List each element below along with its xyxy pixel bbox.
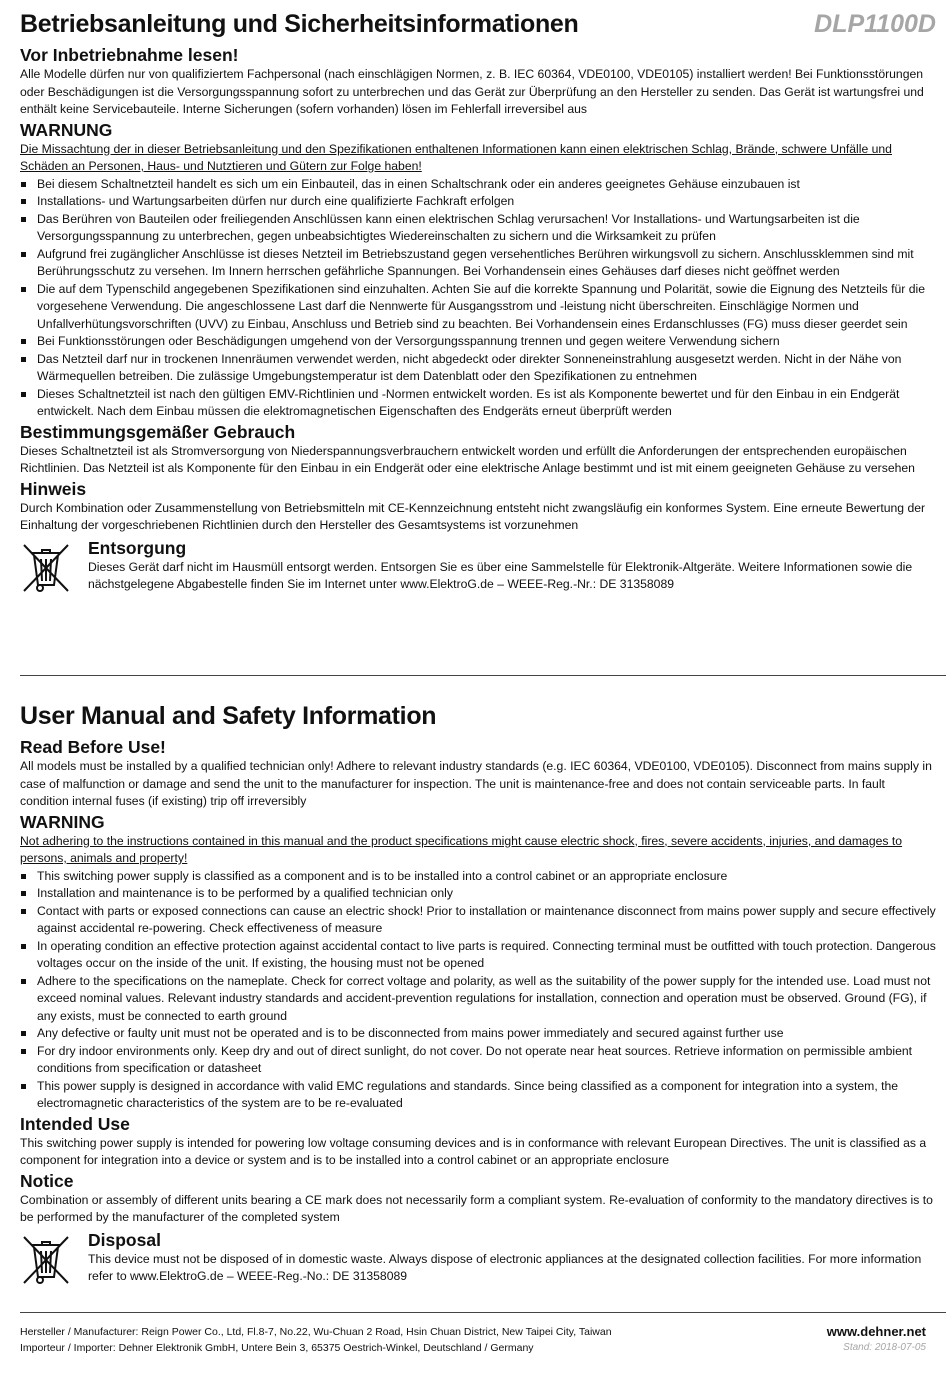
warning-heading-en: WARNING [20, 811, 105, 832]
revision-date: Stand: 2018-07-05 [843, 1342, 926, 1353]
list-item: Dieses Schaltnetzteil ist nach den gültigen EMV-Richtlinien und -Normen entwickelt worden. Es ist als Komponente bewertet und für den Einbau in ein Endgerät entwickelt. Nach dem Einbau müssen die elektromagnetischen Eigenschaften des Endgeräts erneut überprüft werden [20, 386, 936, 421]
manufacturer-line: Hersteller / Manufacturer: Reign Power Co., Ltd, Fl.8-7, No.22, Wu-Chuan 2 Road, Hsin Chuan District, New Taipei City, Taiwan [20, 1326, 612, 1338]
english-section [20, 696, 936, 1287]
website-link[interactable]: www.dehner.net [826, 1324, 926, 1339]
warning-list-de [20, 176, 936, 421]
list-item: In operating condition an effective protection against accidental contact to live parts is required. Connecting terminal must be outfitted with touch protection. Dangerous voltages occur on the inside of the unit. If existing, the housing must not be opened [20, 938, 936, 973]
list-item: Aufgrund frei zugänglicher Anschlüsse ist dieses Netzteil im Betriebszustand gegen versehentliches Berühren wirkungsvoll zu sichern. Anschlussklemmen sind mit Berührungsschutz zu versehen. Im Innern herrschen gefährliche Spannungen. Bei Vorhandensein eines Gehäuses darf dieses nicht geöffnet werden [20, 246, 936, 281]
list-item: This power supply is designed in accordance with valid EMC regulations and standards. Since being classified as a component for integration into a system, the electromagnetic characteristics of the system are to be re-evaluated [20, 1078, 936, 1113]
list-item: For dry indoor environments only. Keep dry and out of direct sunlight, do not cover. Do not operate near heat sources. Retrieve information on permissible ambient conditions from specification or datasheet [20, 1043, 936, 1078]
notice-heading-de: Hinweis [20, 478, 87, 499]
warning-heading-de: WARNUNG [20, 119, 113, 140]
intended-text-en: This switching power supply is intended for powering low voltage consuming devices and is in conformance with relevant European Directives. The unit is classified as a component for integration into a device or system and is to be installed into a control cabinet or an appropriate enclosure [20, 1135, 927, 1167]
list-item: Contact with parts or exposed connections can cause an electric shock! Prior to installation or maintenance disconnect from mains power supply and secure effectively against accidental re-powering. Check effectiveness of measure [20, 903, 936, 938]
list-item: Installation and maintenance is to be performed by a qualified technician only [20, 885, 936, 903]
page-title-en: User Manual and Safety Information [20, 702, 437, 730]
notice-text-de: Durch Kombination oder Zusammenstellung von Betriebsmitteln mit CE-Kennzeichnung entsteht nicht zwangsläufig ein konformes System. Eine erneute Bewertung der Einhaltung der vorgeschriebenen Richtlinien durch den Hersteller des Gesamtsystems ist vorzunehmen [20, 500, 926, 532]
german-section [20, 10, 936, 595]
read-heading-de: Vor Inbetriebnahme lesen! [20, 45, 239, 65]
intended-heading-en: Intended Use [20, 1113, 130, 1134]
disposal-block-en [20, 1229, 936, 1287]
disposal-text-de: Dieses Gerät darf nicht im Hausmüll entsorgt werden. Entsorgen Sie es über eine Sammelstelle für Elektronik-Altgeräte. Weitere Informationen sowie die nächstgelegene Abgabestelle finden Sie im Internet unter www.ElektroG.de – WEEE-Reg.-Nr.: DE 31358089 [88, 559, 913, 591]
footer-divider [20, 1312, 946, 1313]
list-item: Any defective or faulty unit must not be operated and is to be disconnected from mains power immediately and secured against further use [20, 1025, 936, 1043]
crossed-out-wheelie-bin-icon [20, 541, 72, 595]
read-heading-en: Read Before Use! [20, 737, 166, 757]
warning-text-en: Not adhering to the instructions contained in this manual and the product specifications might cause electric shock, fires, severe accidents, injuries, and damages to persons, animals and property! [20, 833, 903, 865]
disposal-heading-de: Entsorgung [88, 537, 187, 558]
crossed-out-wheelie-bin-icon [20, 1233, 72, 1287]
footer [20, 1324, 926, 1356]
list-item: Adhere to the specifications on the nameplate. Check for correct voltage and polarity, as well as the suitability of the power supply for the intended use. Load must not exceed nominal values. Relevant industry standards and accident-prevention regulations for installation, connection and operation must be observed. Ground (FG), if any exists, must be connected to earth ground [20, 973, 936, 1026]
model-number: DLP1100D [814, 10, 936, 38]
read-text-de: Alle Modelle dürfen nur von qualifiziertem Fachpersonal (nach einschlägigen Normen, z. B. IEC 60364, VDE0100, VDE0105) installiert werden! Bei Funktionsstörungen oder Beschädigungen ist die Versorgungsspannung sofort zu unterbrechen und das Gerät zur Überprüfung an den Hersteller zu senden. Das Gerät ist wartungsfrei und enthält keine Servicebauteile. Interne Sicherungen (sofern vorhanden) lösen im Fehlerfall irreversibel aus [20, 67, 924, 116]
page-title-de: Betriebsanleitung und Sicherheitsinformationen [20, 10, 579, 38]
importer-line: Importeur / Importer: Dehner Elektronik GmbH, Untere Bein 3, 65375 Oestrich-Winkel, Deutschland / Germany [20, 1342, 534, 1354]
notice-text-en: Combination or assembly of different units bearing a CE mark does not necessarily form a compliant system. Re-evaluation of conformity to the mandatory directives is to be performed by the manufacturer of the completed system [20, 1192, 933, 1224]
disposal-text-en: This device must not be disposed of in domestic waste. Always dispose of electronic appliances at the designated collection facilities. For more information refer to www.ElektroG.de – WEEE-Reg.-No.: DE 31358089 [88, 1251, 922, 1283]
list-item: Das Berühren von Bauteilen oder freiliegenden Anschlüssen kann einen elektrischen Schlag verursachen! Vor Installations- und Wartungsarbeiten ist die Versorgungsspannung zu unterbrechen, gegen unbeabsichtigtes Wiedereinschalten zu sichern und die Wirksamkeit zu prüfen [20, 211, 936, 246]
list-item: Die auf dem Typenschild angegebenen Spezifikationen sind einzuhalten. Achten Sie auf die korrekte Spannung und Polarität, sowie die Eignung des Netzteils für die vorgesehene Verwendung. Die angeschlossene Last darf die Nennwerte für Ausgangsstrom und -leistung nicht überschreiten. Einschlägige Normen und Unfallverhütungsvorschriften (UVV) zu Einbau, Anschluss und Betrieb sind zu beachten. Bei Vorhandensein eines Erdanschlusses (FG) muss dieser geerdet sein [20, 281, 936, 334]
list-item: Bei diesem Schaltnetzteil handelt es sich um ein Einbauteil, das in einen Schaltschrank oder ein anderes geeignetes Gehäuse einzubauen ist [20, 176, 936, 194]
warning-list-en [20, 868, 936, 1113]
list-item: Installations- und Wartungsarbeiten dürfen nur durch eine qualifizierte Fachkraft erfolgen [20, 193, 936, 211]
intended-text-de: Dieses Schaltnetzteil ist als Stromversorgung von Niederspannungsverbrauchern entwickelt worden und erfüllt die Anforderungen der entsprechenden europäischen Richtlinien. Das Netzteil ist als Komponente für den Einbau in ein Endgerät oder eine elektrische Anlage bestimmt und ist mit einem geeigneten Gehäuse zu versehen [20, 443, 915, 475]
list-item: Das Netzteil darf nur in trockenen Innenräumen verwendet werden, nicht abgedeckt oder direkter Sonneneinstrahlung ausgesetzt werden. Nicht in der Nähe von Wärmequellen betreiben. Die zulässige Umgebungstemperatur ist dem Datenblatt oder den Spezifikationen zu entnehmen [20, 351, 936, 386]
section-divider [20, 675, 946, 676]
warning-text-de: Die Missachtung der in dieser Betriebsanleitung und den Spezifikationen enthaltenen Informationen kann einen elektrischen Schlag, Brände, schwere Unfälle und Schäden an Personen, Haus- und Nutztieren und Gütern zur Folge haben! [20, 141, 892, 173]
list-item: This switching power supply is classified as a component and is to be installed into a control cabinet or an appropriate enclosure [20, 868, 936, 886]
notice-heading-en: Notice [20, 1170, 74, 1191]
read-text-en: All models must be installed by a qualified technician only! Adhere to relevant industry standards (e.g. IEC 60364, VDE0100, VDE0105). Disconnect from mains supply in case of malfunction or damage and send the unit to the manufacturer for inspection. The unit is maintenance-free and does not contain serviceable parts. In fault condition internal fuses (if existing) trip off irreversibly [20, 759, 932, 808]
intended-heading-de: Bestimmungsgemäßer Gebrauch [20, 421, 296, 442]
header-row [20, 10, 936, 44]
list-item: Bei Funktionsstörungen oder Beschädigungen umgehend von der Versorgungsspannung trennen und gegen weitere Verwendung sichern [20, 333, 936, 351]
disposal-block-de [20, 537, 936, 595]
disposal-heading-en: Disposal [88, 1229, 161, 1250]
